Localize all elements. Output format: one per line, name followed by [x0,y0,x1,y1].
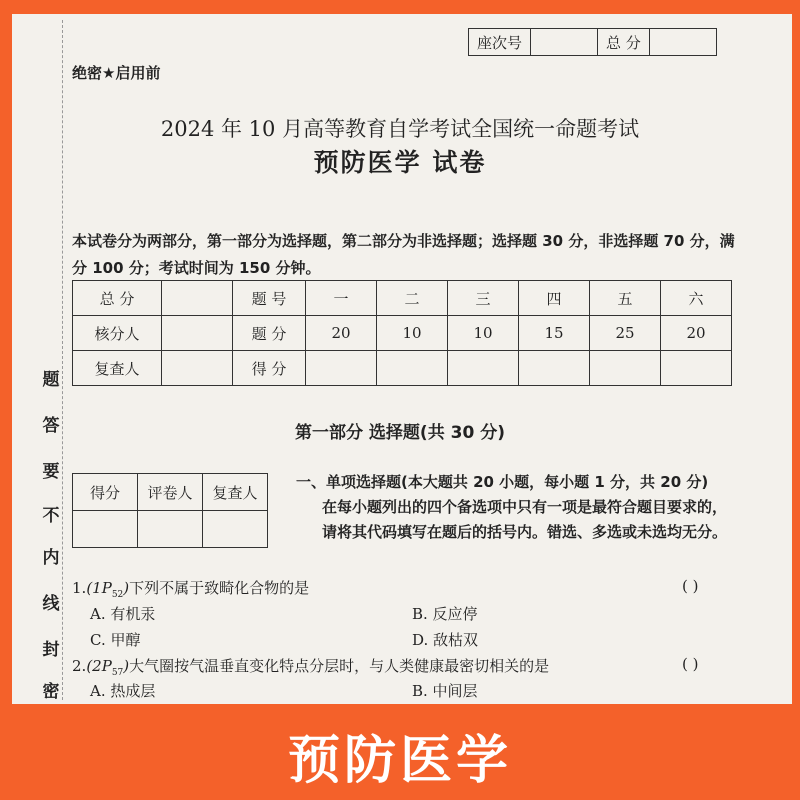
sidebar-char: 答 [42,416,60,436]
option-a: A. 热成层 [90,682,156,700]
question-ref: $(2P_{57})$ [86,657,130,678]
question-text: 大气圈按气温垂直变化特点分层时，与人类健康最密切相关的是 [129,657,550,675]
exam-title: 2024 年 10 月高等教育自学考试全国统一命题考试 [160,117,640,141]
score-cell: 四 [519,281,590,316]
banner-title: 预防医学 [287,731,512,791]
total-label: 总 分 [598,29,650,56]
score-cell: 核分人 [73,316,162,351]
score-cell: 三 [448,281,519,316]
sidebar-char: 内 [42,548,60,568]
grader-header: 得分 [73,474,138,511]
seat-value-cell [531,29,598,56]
grader-table [72,473,268,548]
score-row-3 [73,351,732,386]
score-cell: 20 [661,316,732,351]
sidebar-char: 题 [42,370,60,390]
score-cell: 25 [590,316,661,351]
score-cell: 复查人 [73,351,162,386]
grader-header: 评卷人 [138,474,203,511]
sidebar-char: 要 [42,462,60,482]
score-cell [162,351,233,386]
score-cell: 10 [448,316,519,351]
question-text: 下列不属于致畸化合物的是 [129,579,310,597]
score-row-1 [73,281,732,316]
score-cell [519,351,590,386]
section1-block [296,470,736,545]
score-cell [590,351,661,386]
intro-text: 本试卷分为两部分，第一部分为选择题，第二部分为非选择题；选择题 30 分，非选择题 70 分，满分 100 分；考试时间为 150 分钟。 [72,232,735,277]
score-cell: 题 分 [233,316,306,351]
score-cell [377,351,448,386]
option-a: A. 有机汞 [90,605,156,623]
seal-line-sidebar [38,365,64,705]
answer-paren: ( ) [682,577,699,595]
seat-label: 座次号 [469,29,531,56]
score-cell: 五 [590,281,661,316]
score-cell: 得 分 [233,351,306,386]
score-cell: 六 [661,281,732,316]
grader-header: 复查人 [203,474,268,511]
section1-title: 一、单项选择题(本大题共 20 小题，每小题 1 分，共 20 分) [296,473,709,491]
option-c: C. 甲醇 [90,631,141,649]
question-number: 2. [72,657,87,675]
score-cell: 二 [377,281,448,316]
paper-title: 预防医学 试卷 [313,148,487,177]
score-cell: 20 [306,316,377,351]
section1-instructions: 在每小题列出的四个备选项中只有一项是最符合题目要求的，请将其代码填写在题后的括号内。错选、多选或未选均无分。 [322,498,728,541]
total-value-cell [649,29,716,56]
score-cell [162,316,233,351]
score-table [72,280,732,386]
option-b: B. 中间层 [412,682,478,700]
sidebar-char: 封 [42,640,60,660]
sidebar-char: 密 [42,682,60,702]
score-cell: 题 号 [233,281,306,316]
grader-cell [203,511,268,548]
score-cell [661,351,732,386]
question-1 [72,577,309,600]
score-row-2 [73,316,732,351]
grader-cell [138,511,203,548]
score-cell [162,281,233,316]
score-cell [306,351,377,386]
answer-paren: ( ) [682,655,699,673]
score-cell: 15 [519,316,590,351]
score-cell: 一 [306,281,377,316]
confidential-mark: 绝密★启用前 [72,64,161,82]
grader-cell [73,511,138,548]
score-cell [448,351,519,386]
option-b: B. 反应停 [412,605,478,623]
sidebar-char: 线 [42,594,60,614]
question-2 [72,655,549,678]
sidebar-char: 不 [42,506,60,526]
question-number: 1. [72,579,87,597]
score-cell: 总 分 [73,281,162,316]
question-ref: $(1P_{52})$ [86,579,130,600]
part1-title: 第一部分 选择题(共 30 分) [295,423,505,443]
score-cell: 10 [377,316,448,351]
seat-score-box [468,28,717,56]
option-d: D. 敌枯双 [412,631,479,649]
